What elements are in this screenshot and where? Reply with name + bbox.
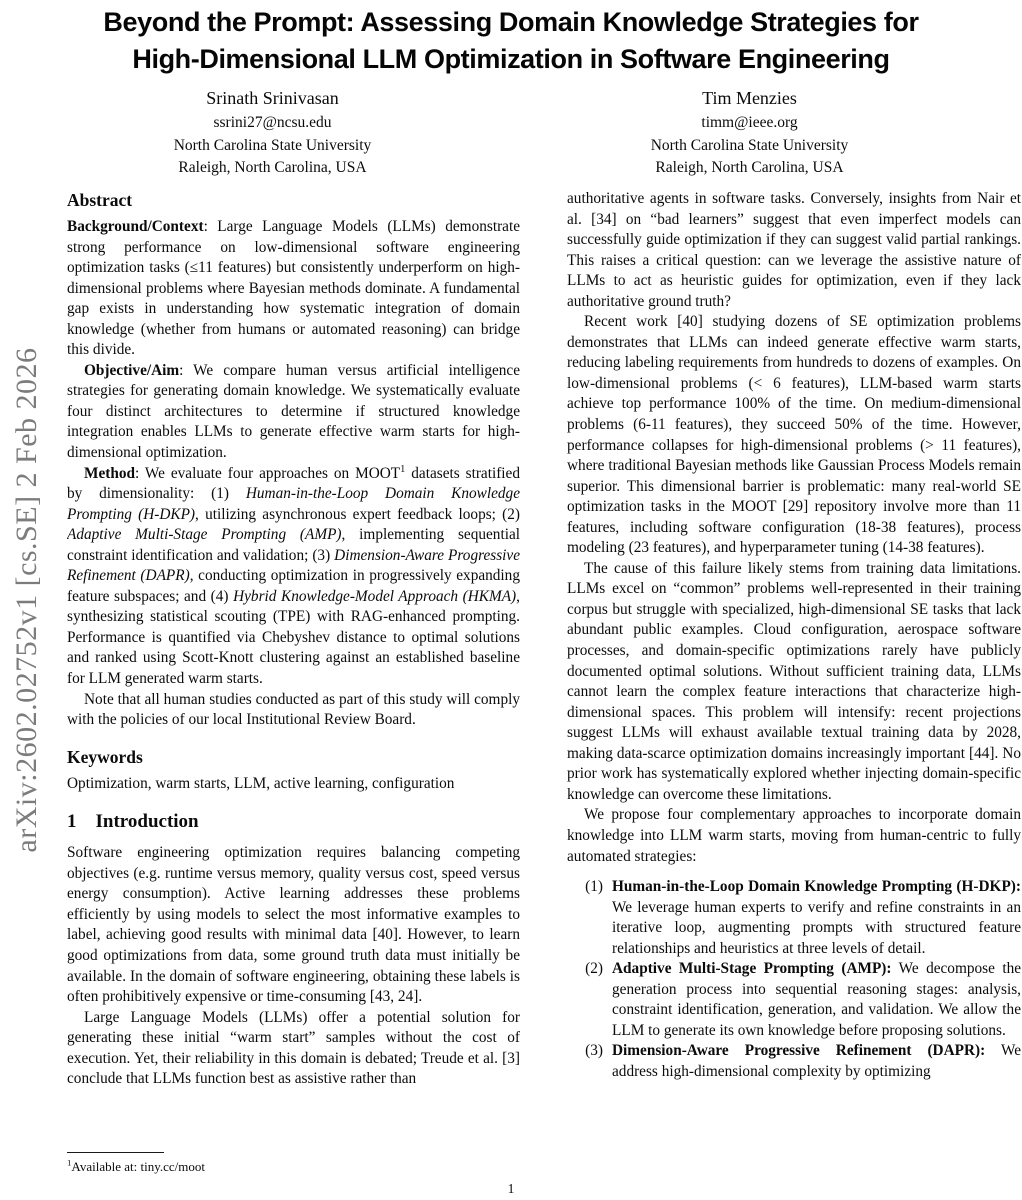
- footnote-rule: [67, 1152, 164, 1153]
- section-heading-introduction: [67, 809, 520, 834]
- list-item-amp: [567, 959, 1021, 1041]
- author-name: Srinath Srinivasan: [206, 88, 339, 108]
- author-block-2: [511, 86, 988, 180]
- abstract-heading: Abstract: [67, 190, 133, 210]
- list-item-dapr: [567, 1041, 1021, 1082]
- footnote-text: $^1$Available at: tiny.cc/moot: [67, 1157, 205, 1174]
- intro-paragraph-4: The cause of this failure likely stems from training data limitations. LLMs excel on “common” problems well-represented in their training corpus but struggle with specialized, high-dimensional SE tasks that lack abundant public examples. Cloud configuration, aerospace software processes, and domain-specific optimizations rarely have publicly documented optimal solutions. Without sufficient training data, LLMs cannot learn the complex feature interactions that characterize high-dimensional spaces. This problem will intensify: recent projections suggest LLMs will exhaust available textual training data by 2028, making data-scarce optimization domains increasingly important [44]. No prior work has systematically explored whether injecting domain-specific knowledge can overcome these limitations.: [567, 559, 1021, 803]
- left-column: [67, 189, 520, 1151]
- author-block-1: [34, 86, 511, 180]
- intro-paragraph-2: Large Language Models (LLMs) offer a potential solution for generating these initial “warm start” samples without the cost of execution. Yet, their reliability in this domain is debated; Treude et al. [3] conclude that LLMs function best as assistive rather than: [67, 1008, 520, 1088]
- abstract-paragraph-background: Background/Context: Large Language Models (LLMs) demonstrate strong performance on low-dimensional software engineering optimization tasks (≤11 features) but consistently underperform on high-dimensional problems where Bayesian methods dominate. A fundamental gap exists in understanding how systematic integration of domain knowledge (whether from humans or automated reasoning) can bridge this divide.: [67, 218, 520, 359]
- author-email: timm@ieee.org: [701, 114, 798, 131]
- abstract-paragraph-objective: Objective/Aim: We compare human versus artificial intelligence strategies for generating domain knowledge. We systematically evaluate four distinct architectures to determine if structured knowledge integration enables LLMs to generate effective warm starts for high-dimensional optimization.: [67, 361, 520, 462]
- abstract-paragraph-method: Method: We evaluate four approaches on MOOT$^1$ datasets stratified by dimensionality: (1) Human-in-the-Loop Domain Knowledge Prompting (H-DKP), utilizing asynchronous expert feedback loops; (2) Adaptive Multi-Stage Prompting (AMP), implementing sequential constraint identification and validation; (3) Dimension-Aware Progressive Refinement (DAPR), conducting optimization in progressively expanding feature subspaces; and (4) Hybrid Knowledge-Model Approach (HKMA), synthesizing statistical scouting (TPE) with RAG-enhanced prompting. Performance is quantified via Chebyshev distance to optimal solutions and ranked using Scott-Knott clustering against an established baseline for LLM generated warm starts.: [67, 463, 520, 688]
- author-location: Raleigh, North Carolina, USA: [178, 159, 367, 177]
- footnote-marker: 1: [67, 1157, 72, 1168]
- list-item-text: Adaptive Multi-Stage Prompting (AMP): We decompose the generation process into sequential reasoning stages: analysis, constraint identification, generation, and validation. We allow the LLM to generate its own knowledge before proposing solutions.: [612, 960, 1021, 1039]
- list-item-hdkp: [567, 877, 1021, 959]
- author-affiliation: North Carolina State University: [650, 136, 849, 154]
- list-item-number: (1): [585, 878, 603, 896]
- author-email: ssrini27@ncsu.edu: [213, 114, 332, 131]
- authors-row: [34, 86, 988, 180]
- paper-title: [34, 4, 988, 78]
- section-number: 1: [67, 811, 77, 833]
- list-item-number: (3): [585, 1042, 603, 1060]
- paper-title-line-2: High-Dimensional LLM Optimization in Software Engineering: [132, 44, 890, 74]
- arxiv-watermark: arXiv:2602.02752v1 [cs.SE] 2 Feb 2026: [10, 347, 43, 853]
- author-name: Tim Menzies: [702, 88, 797, 108]
- paper-title-line-1: Beyond the Prompt: Assessing Domain Knowledge Strategies for: [103, 7, 919, 37]
- section-title: Introduction: [95, 811, 199, 833]
- intro-paragraph-3: Recent work [40] studying dozens of SE optimization problems demonstrates that LLMs can indeed generate effective warm starts, reducing labeling requirements from hundreds to dozens of examples. On low-dimensional problems (< 6 features), LLM-based warm starts achieve top performance 100% of the time. On medium-dimensional problems (6-11 features), they succeed 50% of the time. However, performance collapses for high-dimensional problems (> 11 features), where traditional Bayesian methods like Gaussian Process Models remain superior. This dimensional barrier is problematic: many real-world SE optimization tasks in the MOOT [29] repository involve more than 11 features, including software configuration (18-38 features), process modeling (23 features), and hyperparameter tuning (14-38 features).: [567, 313, 1021, 557]
- keywords-text: Optimization, warm starts, LLM, active learning, configuration: [67, 774, 455, 792]
- intro-paragraph-2-continued: authoritative agents in software tasks. Conversely, insights from Nair et al. [34] on “bad learners” suggest that even imperfect models can successfully guide optimization if they can suggest valid partial rankings. This raises a critical question: can we leverage the assistive nature of LLMs to act as heuristic guides for optimization, even if they lack authoritative ground truth?: [567, 190, 1021, 310]
- intro-paragraph-1: Software engineering optimization requires balancing competing objectives (e.g. runtime versus memory, quality versus cost, speed versus energy consumption). Active learning addresses these problems efficiently by using models to select the most informative examples to label, achieving good results with minimal data [40]. However, to learn good optimizations from data, some ground truth data must initially be available. In the domain of software engineering, obtaining these labels is often prohibitively expensive or time-consuming [43, 24].: [67, 844, 520, 1006]
- keywords-heading: Keywords: [67, 746, 143, 767]
- contributions-list: [567, 877, 1021, 1082]
- intro-paragraph-5: We propose four complementary approaches to incorporate domain knowledge into LLM warm starts, moving from human-centric to fully automated strategies:: [567, 806, 1021, 865]
- list-item-number: (2): [585, 960, 603, 978]
- author-affiliation: North Carolina State University: [173, 136, 372, 154]
- list-item-text: Human-in-the-Loop Domain Knowledge Prompting (H-DKP): We leverage human experts to verify and refine constraints in an iterative loop, augmenting prompts with structured feature relationships and heuristics at three levels of detail.: [612, 878, 1021, 957]
- list-item-text: Dimension-Aware Progressive Refinement (DAPR): We address high-dimensional complexity by optimizing: [612, 1042, 1021, 1080]
- right-column: [567, 189, 1021, 1184]
- abstract-paragraph-irb: Note that all human studies conducted as part of this study will comply with the policies of our local Institutional Review Board.: [67, 690, 520, 729]
- page-number: 1: [507, 1181, 515, 1196]
- footnote: [67, 1152, 520, 1175]
- author-location: Raleigh, North Carolina, USA: [655, 159, 844, 177]
